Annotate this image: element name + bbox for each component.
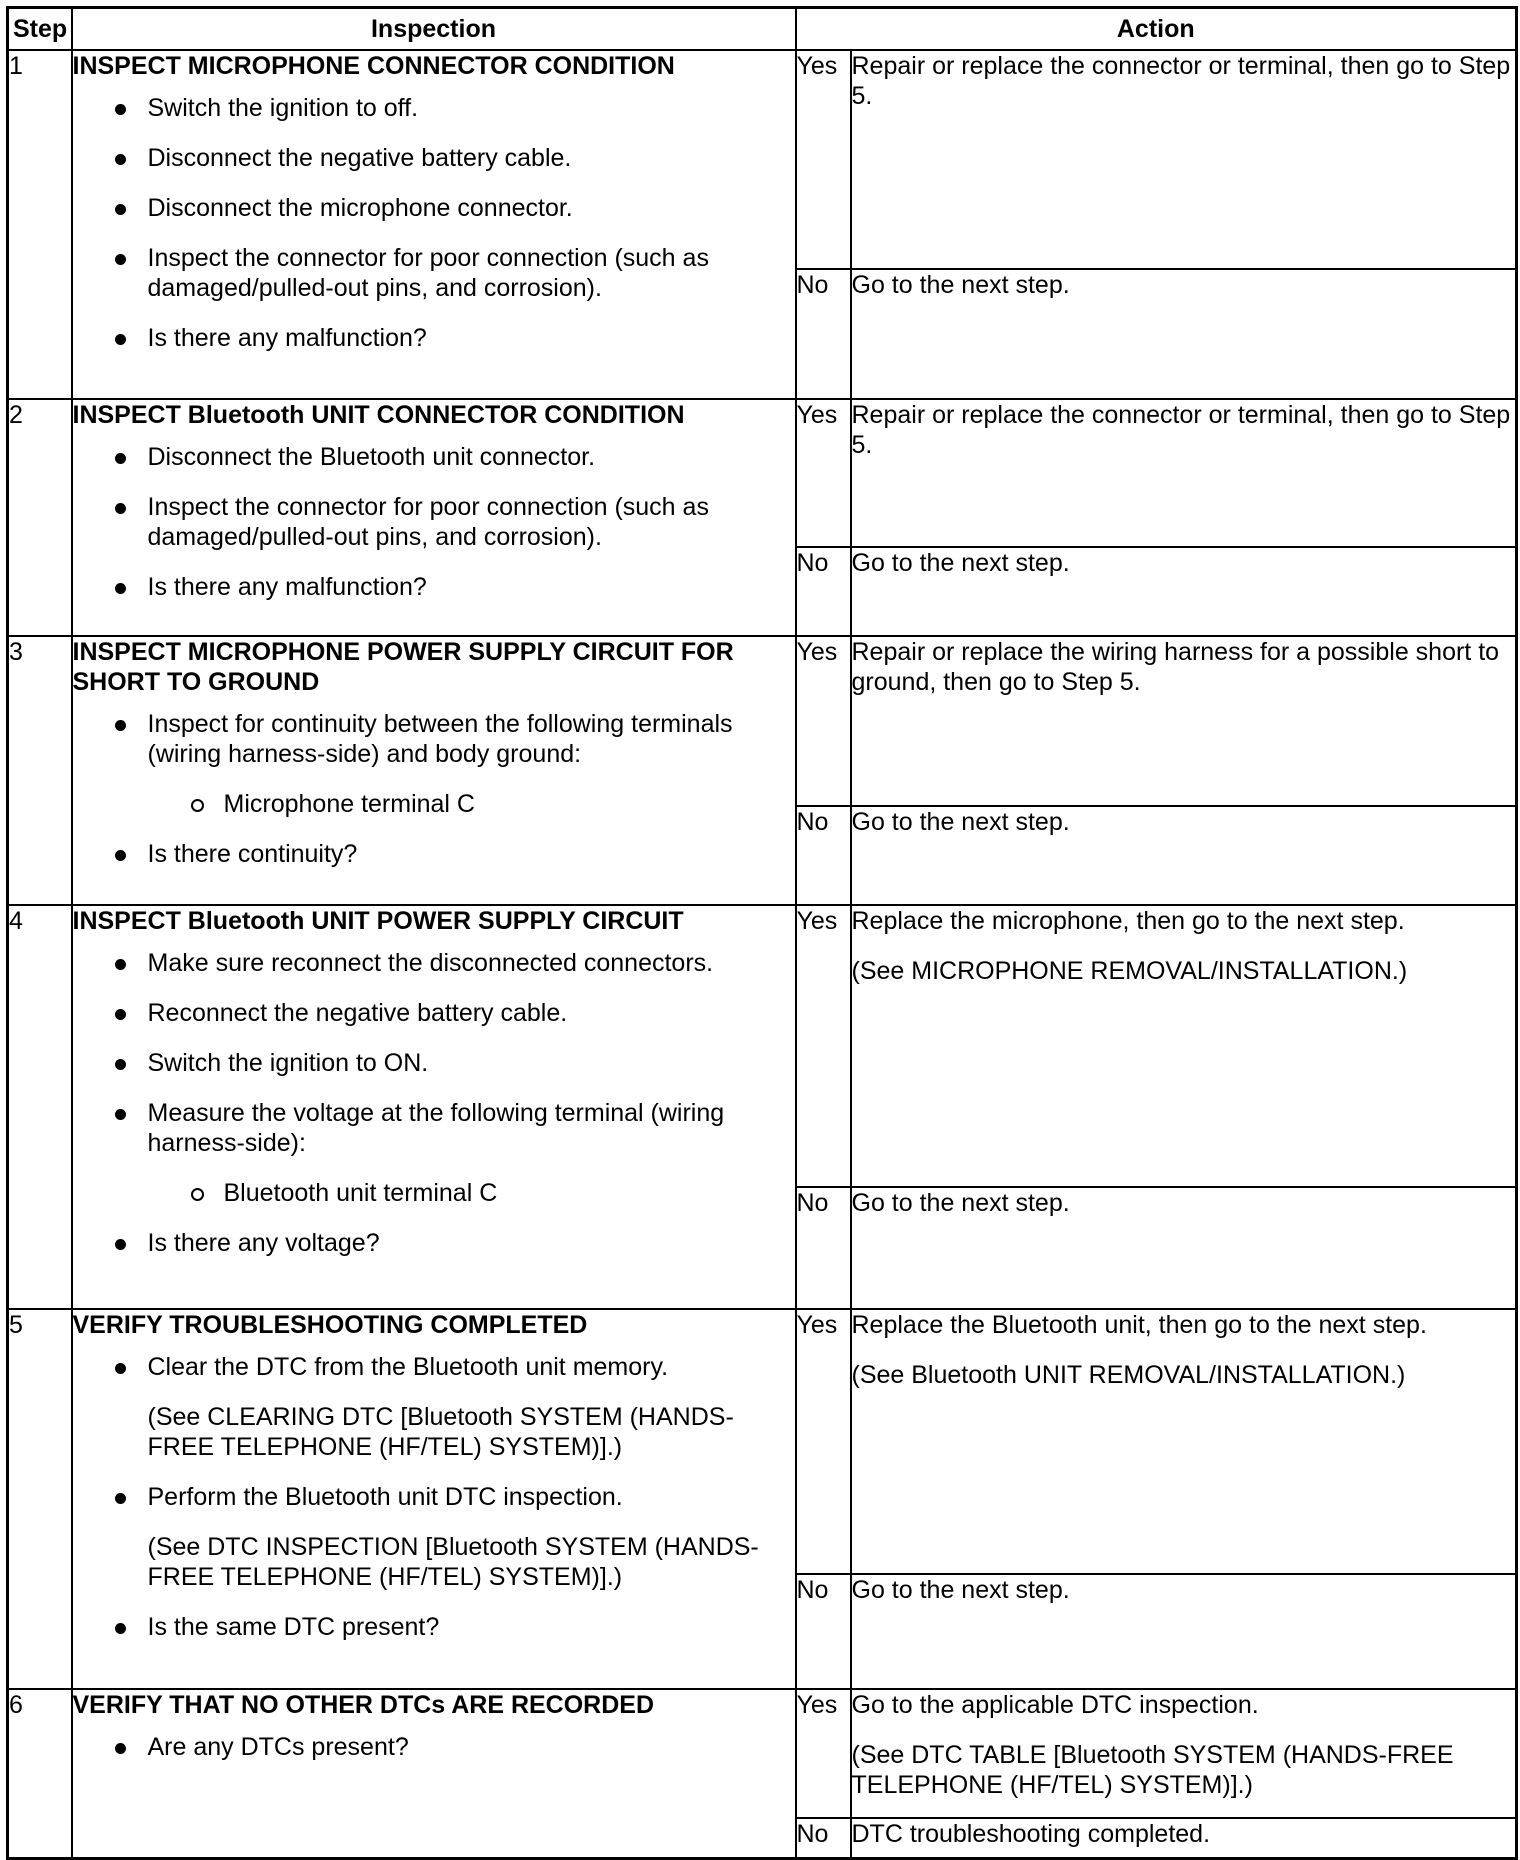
header-row [8,8,1517,51]
yes-action-reference: (See Bluetooth UNIT REMOVAL/INSTALLATION.) [851,1361,1406,1389]
yes-action-text: Go to the applicable DTC inspection. [851,1691,1259,1719]
yes-action [851,399,1517,547]
step-3-inspection [72,636,796,905]
no-label: No [796,806,851,905]
no-action [851,269,1517,399]
bullet-item: Disconnect the Bluetooth unit connector. [73,442,795,472]
no-action-text: Go to the next step. [851,1576,1070,1604]
step-2-inspection [72,399,796,636]
bullet-item: Measure the voltage at the following terminal (wiring harness-side): [73,1098,795,1158]
troubleshooting-table [6,6,1518,1860]
step-number: 6 [8,1689,72,1858]
step-title: VERIFY TROUBLESHOOTING COMPLETED [72,1311,588,1339]
yes-action-text: Repair or replace the wiring harness for a possible short to ground, then go to Step 5. [851,638,1500,696]
step-2-yes-row [8,399,1517,547]
bullet-item: Inspect for continuity between the following terminals (wiring harness-side) and body ground: [73,709,795,769]
no-action [851,1187,1517,1309]
yes-label: Yes [796,50,851,269]
no-action [851,1818,1517,1858]
bullet-item: Make sure reconnect the disconnected connectors. [73,948,795,978]
sub-bullet-item: Microphone terminal C [73,789,795,819]
reference-note: (See CLEARING DTC [Bluetooth SYSTEM (HANDS-FREE TELEPHONE (HF/TEL) SYSTEM)].) [147,1403,734,1461]
step-number: 2 [8,399,72,636]
step-number: 1 [8,50,72,399]
action-column-header: Action [796,8,1517,51]
bullet-item: Is there any voltage? [73,1228,795,1258]
step-title: INSPECT Bluetooth UNIT POWER SUPPLY CIRCUIT [72,907,684,935]
step-4-yes-row [8,905,1517,1187]
no-label: No [796,1187,851,1309]
no-action [851,1574,1517,1689]
step-number: 4 [8,905,72,1309]
yes-action [851,1689,1517,1818]
step-title: VERIFY THAT NO OTHER DTCs ARE RECORDED [72,1691,655,1719]
step-6-inspection [72,1689,796,1858]
step-1-yes-row [8,50,1517,269]
yes-action-reference: (See DTC TABLE [Bluetooth SYSTEM (HANDS-FREE TELEPHONE (HF/TEL) SYSTEM)].) [851,1741,1454,1799]
bullet-item: Are any DTCs present? [73,1732,795,1762]
yes-action-text: Replace the microphone, then go to the next step. [851,907,1405,935]
no-action-text: Go to the next step. [851,808,1070,836]
step-title: INSPECT Bluetooth UNIT CONNECTOR CONDITION [72,401,685,429]
no-label: No [796,1818,851,1858]
yes-label: Yes [796,1689,851,1818]
no-action-text: Go to the next step. [851,1189,1070,1217]
yes-label: Yes [796,905,851,1187]
no-action [851,806,1517,905]
step-number: 5 [8,1309,72,1689]
bullet-item: Switch the ignition to ON. [73,1048,795,1078]
step-3-yes-row [8,636,1517,806]
bullet-item: Is the same DTC present? [73,1612,795,1642]
step-title: INSPECT MICROPHONE POWER SUPPLY CIRCUIT FOR SHORT TO GROUND [72,638,734,696]
no-label: No [796,1574,851,1689]
yes-action-text: Repair or replace the connector or terminal, then go to Step 5. [851,52,1511,110]
step-title: INSPECT MICROPHONE CONNECTOR CONDITION [72,52,675,80]
no-label: No [796,547,851,636]
step-column-header: Step [8,8,72,51]
step-4-inspection [72,905,796,1309]
yes-action-reference: (See MICROPHONE REMOVAL/INSTALLATION.) [851,957,1408,985]
yes-action [851,905,1517,1187]
no-label: No [796,269,851,399]
step-5-inspection [72,1309,796,1689]
bullet-item: Switch the ignition to off. [73,93,795,123]
step-6-yes-row [8,1689,1517,1818]
bullet-item: Inspect the connector for poor connection (such as damaged/pulled-out pins, and corrosion). [73,492,795,552]
sub-bullet-item: Bluetooth unit terminal C [73,1178,795,1208]
bullet-item: Reconnect the negative battery cable. [73,998,795,1028]
bullet-item: Is there continuity? [73,839,795,869]
step-1-inspection [72,50,796,399]
no-action-text: Go to the next step. [851,271,1070,299]
inspection-column-header: Inspection [72,8,796,51]
bullet-item: Is there any malfunction? [73,572,795,602]
no-action-text: DTC troubleshooting completed. [851,1820,1211,1848]
bullet-item: Disconnect the negative battery cable. [73,143,795,173]
yes-action-text: Replace the Bluetooth unit, then go to the next step. [851,1311,1427,1339]
yes-label: Yes [796,399,851,547]
no-action [851,547,1517,636]
bullet-item: Perform the Bluetooth unit DTC inspection. [73,1482,795,1512]
yes-action [851,636,1517,806]
yes-action [851,1309,1517,1574]
step-5-yes-row [8,1309,1517,1574]
bullet-item: Inspect the connector for poor connection (such as damaged/pulled-out pins, and corrosion). [73,243,795,303]
yes-action-text: Repair or replace the connector or terminal, then go to Step 5. [851,401,1511,459]
yes-label: Yes [796,1309,851,1574]
yes-action [851,50,1517,269]
bullet-item: Is there any malfunction? [73,323,795,353]
bullet-item: Disconnect the microphone connector. [73,193,795,223]
step-number: 3 [8,636,72,905]
yes-label: Yes [796,636,851,806]
bullet-item: Clear the DTC from the Bluetooth unit memory. [73,1352,795,1382]
no-action-text: Go to the next step. [851,549,1070,577]
reference-note: (See DTC INSPECTION [Bluetooth SYSTEM (HANDS-FREE TELEPHONE (HF/TEL) SYSTEM)].) [147,1533,759,1591]
